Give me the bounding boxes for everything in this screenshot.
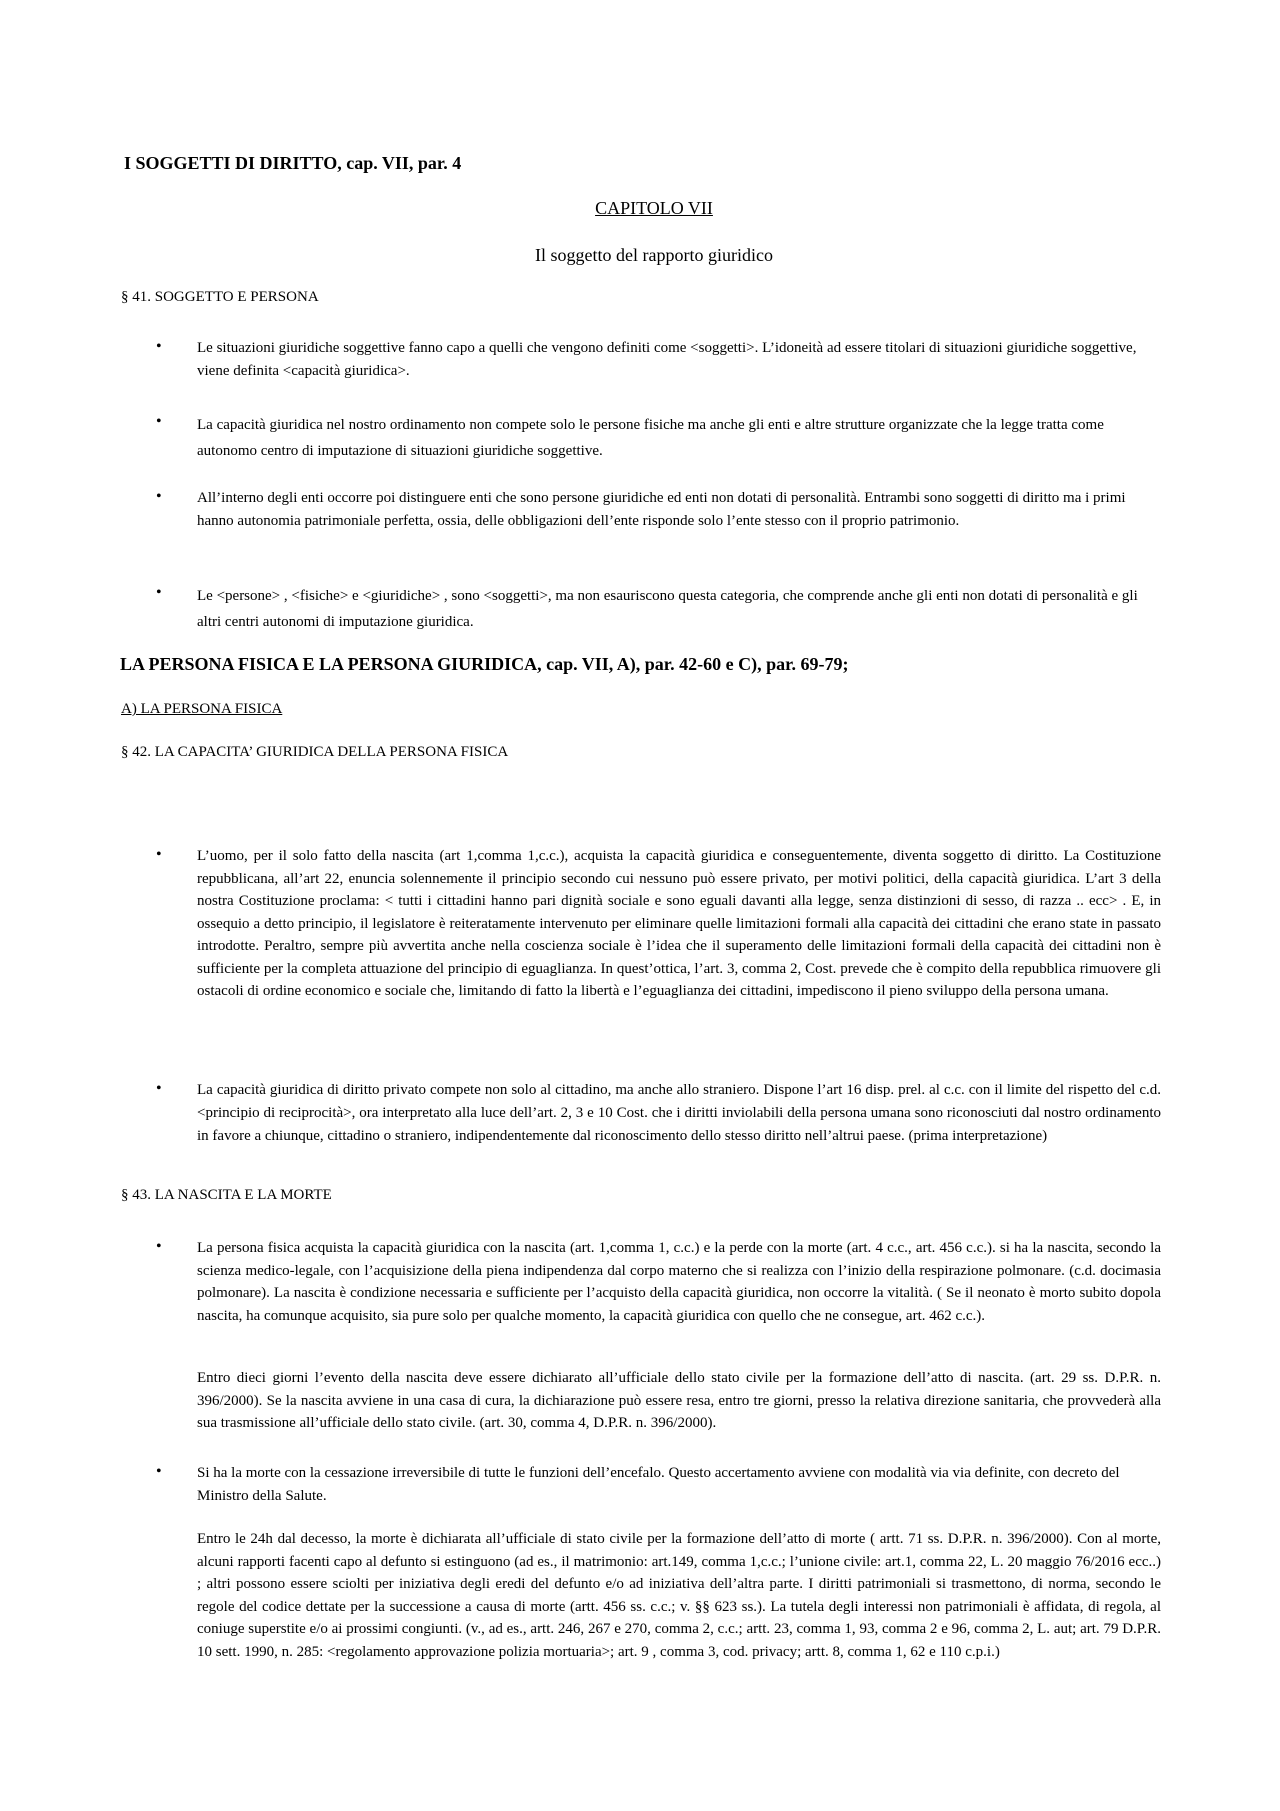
list-item-41-3: All’interno degli enti occorre poi distinguere enti che sono persone giuridiche ed enti non dotati di personalità. Entrambi sono soggetti di diritto ma i primi hanno autonomia patrimoniale perfetta, ossia, delle obbligazioni dell’ente risponde solo l’ente stesso con il proprio patrimonio. (197, 490, 1126, 529)
bullet-marker: • (156, 1080, 162, 1097)
bullet-marker: • (156, 846, 162, 863)
bullet-marker: • (156, 584, 162, 601)
list-item-43-2: Si ha la morte con la cessazione irreversibile di tutte le funzioni dell’encefalo. Questo accertamento avviene con modalità via via definite, con decreto del Ministro della Salute. (197, 1465, 1120, 1504)
bullet-marker: • (156, 338, 162, 355)
bullet-marker: • (156, 488, 162, 505)
section-heading-43: § 43. LA NASCITA E LA MORTE (121, 1187, 332, 1203)
section-heading-41: § 41. SOGGETTO E PERSONA (121, 289, 319, 305)
list-item-41-1: Le situazioni giuridiche soggettive fanno capo a quelli che vengono definiti come <soggetti>. L’idoneità ad essere titolari di situazioni giuridiche soggettive, viene definita <capacità giuridica>. (197, 340, 1137, 379)
part-a-heading: A) LA PERSONA FISICA (121, 701, 283, 717)
bullet-marker: • (156, 1238, 162, 1255)
section-heading-42: § 42. LA CAPACITA’ GIURIDICA DELLA PERSONA FISICA (121, 744, 509, 760)
list-item-41-4: Le <persone> , <fisiche> e <giuridiche> , sono <soggetti>, ma non esauriscono questa categoria, che comprende anche gli enti non dotati di personalità e gli altri centri autonomi di imputazione giuridica. (197, 588, 1138, 630)
document-header-title: I SOGGETTI DI DIRITTO, cap. VII, par. 4 (124, 153, 462, 173)
list-item-43-2-followup: Entro le 24h dal decesso, la morte è dichiarata all’ufficiale di stato civile per la formazione dell’atto di morte ( artt. 71 ss. D.P.R. n. 396/2000). Con al morte, alcuni rapporti facenti capo al defunto si estinguono (ad es., il matrimonio: art.149, comma 1,c.c.; l’unione civile: art.1, comma 22, L. 20 maggio 76/2016 ecc..) ; altri possono essere sciolti per iniziativa degli eredi del defunto e/o ad iniziativa dell’altra parte. I diritti patrimoniali si trasmettono, di norma, secondo le regole del codice dettate per la successione a causa di morte (artt. 456 ss. c.c.; v. §§ 623 ss.). La tutela degli interessi non patrimoniali è affidata, di regola, al coniuge superstite e/o ai prossimi congiunti. (v., ad es., artt. 246, 267 e 270, comma 2, c.c.; artt. 23, comma 1, 93, comma 2 e 96, comma 2, L. aut; art. 79 D.P.R. 10 sett. 1990, n. 285: <regolamento approvazione polizia mortuaria>; art. 9 , comma 3, cod. privacy; artt. 8, comma 1, 62 e 110 c.p.i.) (197, 1531, 1161, 1660)
part-title: LA PERSONA FISICA E LA PERSONA GIURIDICA, cap. VII, A), par. 42-60 e C), par. 69-79; (120, 654, 849, 674)
chapter-subtitle (0, 245, 1280, 266)
list-item-43-1-followup: Entro dieci giorni l’evento della nascita deve essere dichiarato all’ufficiale dello stato civile per la formazione dell’atto di nascita. (art. 29 ss. D.P.R. n. 396/2000). Se la nascita avviene in una casa di cura, la dichiarazione può essere resa, entro tre giorni, presso la relativa direzione sanitaria, che provvederà alla sua trasmissione all’ufficiale dello stato civile. (art. 30, comma 4, D.P.R. n. 396/2000). (197, 1370, 1161, 1431)
list-item-42-1: L’uomo, per il solo fatto della nascita (art 1,comma 1,c.c.), acquista la capacità giuridica e conseguentemente, diventa soggetto di diritto. La Costituzione repubblicana, all’art 22, enuncia solennemente il principio secondo cui nessuno può essere privato, per motivi politici, della capacità giuridica. L’art 3 della nostra Costituzione proclama: < tutti i cittadini hanno pari dignità sociale e sono eguali davanti alla legge, senza distinzioni di sesso, di razza .. ecc> . E, in ossequio a detto principio, il legislatore è reiteratamente intervenuto per eliminare quelle limitazioni formali alla capacità dei cittadini che erano state in passato introdotte. Peraltro, sempre più avvertita anche nella coscienza sociale è l’idea che il superamento delle limitazioni formali della capacità dei cittadini non è sufficiente per la completa attuazione del principio di eguaglianza. In quest’ottica, l’art. 3, comma 2, Cost. prevede che è compito della repubblica rimuovere gli ostacoli di ordine economico e sociale che, limitando di fatto la libertà e l’eguaglianza dei cittadini, impediscono il pieno sviluppo della persona umana. (197, 848, 1161, 999)
list-item-42-2: La capacità giuridica di diritto privato compete non solo al cittadino, ma anche allo straniero. Dispone l’art 16 disp. prel. al c.c. con il limite del rispetto del c.d. <principio di reciprocità>, ora interpretato alla luce dell’art. 2, 3 e 10 Cost. che i diritti inviolabili della persona umana sono riconosciuti dal nostro ordinamento in favore a chiunque, cittadino o straniero, indipendentemente dal riconoscimento dello stesso diritto nell’altrui paese. (prima interpretazione) (197, 1082, 1161, 1144)
list-item-41-2: La capacità giuridica nel nostro ordinamento non compete solo le persone fisiche ma anche gli enti e altre strutture organizzate che la legge tratta come autonomo centro di imputazione di situazioni giuridiche soggettive. (197, 417, 1104, 459)
list-item-43-1: La persona fisica acquista la capacità giuridica con la nascita (art. 1,comma 1, c.c.) e la perde con la morte (art. 4 c.c., art. 456 c.c.). si ha la nascita, secondo la scienza medico-legale, con l’acquisizione della piena indipendenza dal corpo materno che si realizza con l’inizio della respirazione polmonare. (c.d. docimasia polmonare). La nascita è condizione necessaria e sufficiente per l’acquisto della capacità giuridica, non occorre la vitalità. ( Se il neonato è morto subito dopola nascita, ha comunque acquisito, sia pure solo per qualche momento, la capacità giuridica con quello che ne consegue, art. 462 c.c.). (197, 1240, 1161, 1324)
chapter-heading-text: CAPITOLO VII (595, 198, 713, 218)
bullet-marker: • (156, 1463, 162, 1480)
chapter-subtitle-text: Il soggetto del rapporto giuridico (535, 245, 773, 265)
bullet-marker: • (156, 413, 162, 430)
chapter-heading (0, 198, 1280, 219)
